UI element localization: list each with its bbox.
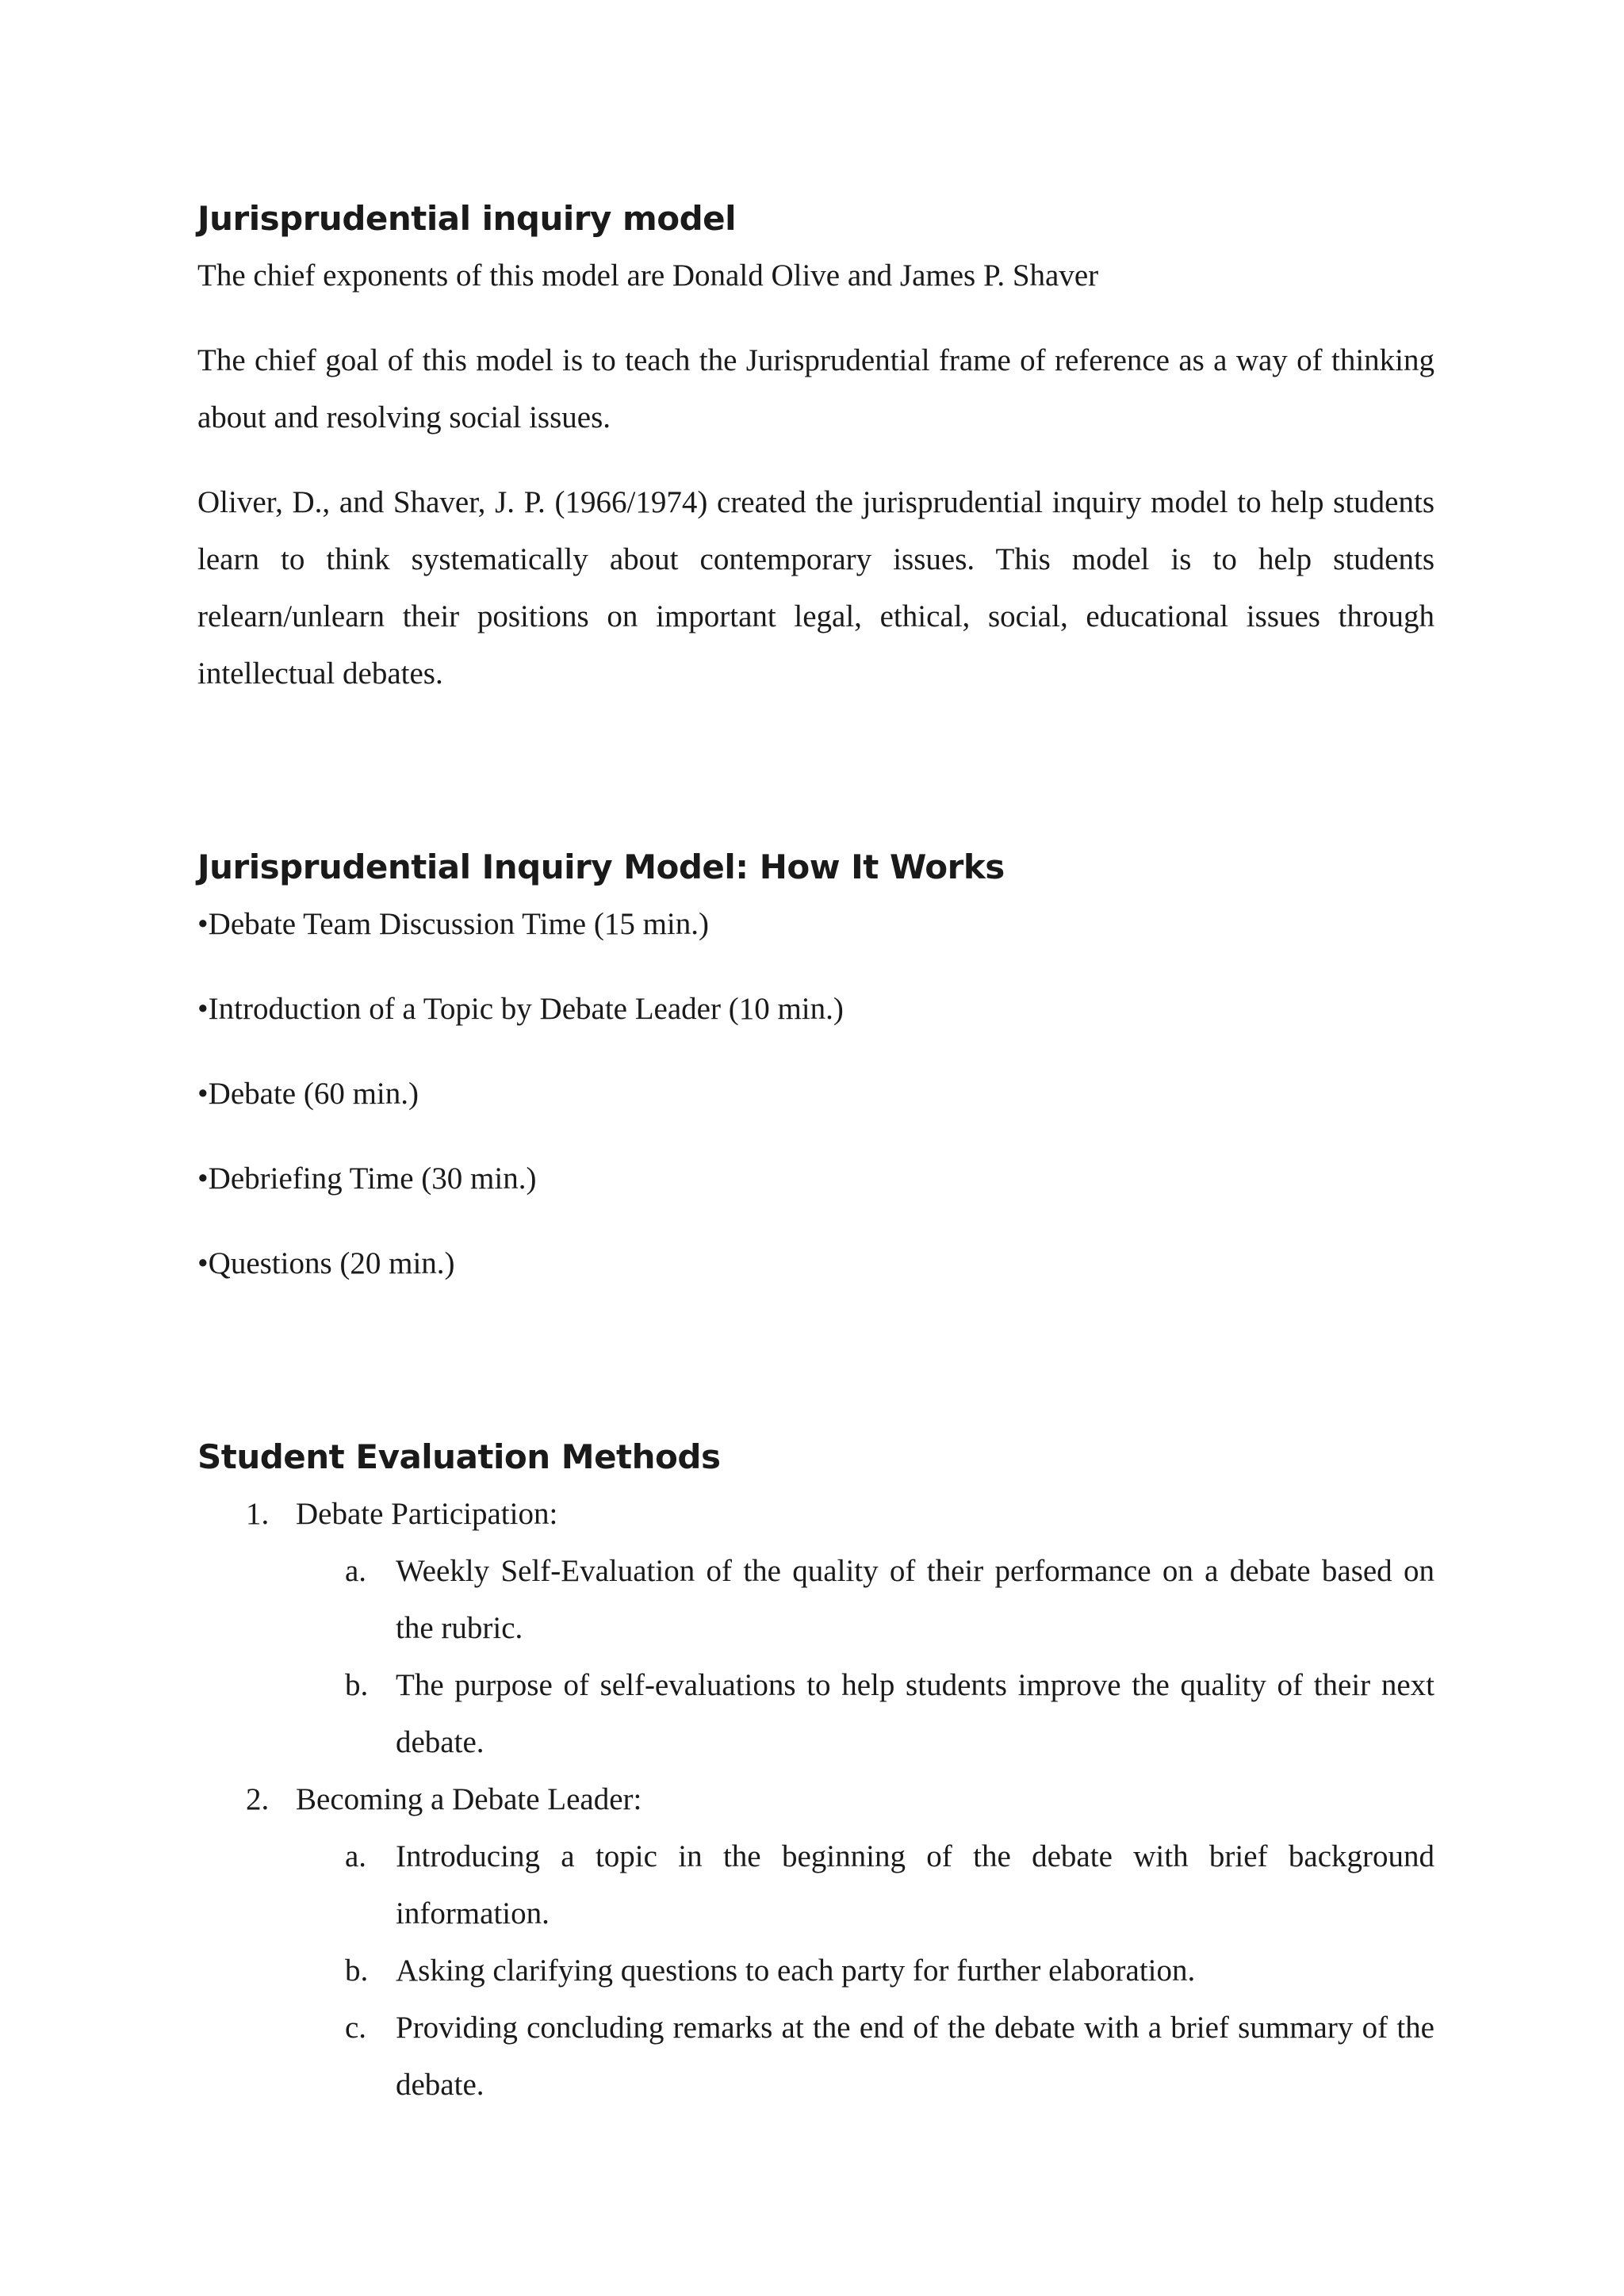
- list-marker: c.: [345, 2011, 367, 2045]
- bullet-list-schedule: [197, 896, 1434, 1292]
- sub-item: [197, 1543, 1434, 1657]
- numbered-item-debate-participation: [197, 1486, 1434, 1543]
- numbered-item-debate-leader: [197, 1771, 1434, 1828]
- list-marker: b.: [345, 1954, 369, 1988]
- sub-list-debate-leader: [197, 1828, 1434, 2114]
- sub-item: [197, 1942, 1434, 1999]
- sub-list-container: [197, 1543, 1434, 1771]
- numbered-item-label: Becoming a Debate Leader:: [296, 1782, 642, 1816]
- sub-list-container: [197, 1828, 1434, 2114]
- sub-item-text: Introducing a topic in the beginning of the debate with brief background information.: [396, 1839, 1434, 1931]
- sub-item-text: Asking clarifying questions to each party for further elaboration.: [396, 1954, 1196, 1988]
- list-marker: a.: [345, 1554, 367, 1588]
- section-heading-jurisprudential-inquiry-model: Jurisprudential inquiry model: [197, 199, 737, 238]
- bullet-item: •Introduction of a Topic by Debate Leader (10 min.): [197, 992, 844, 1026]
- section-heading-student-evaluation-methods: Student Evaluation Methods: [197, 1437, 721, 1476]
- sub-list-debate-participation: [197, 1543, 1434, 1771]
- sub-item: [197, 1657, 1434, 1771]
- paragraph-exponents: The chief exponents of this model are Donald Olive and James P. Shaver: [197, 258, 1099, 293]
- numbered-list-evaluation: [197, 1486, 1434, 2114]
- paragraph-chief-goal: The chief goal of this model is to teach the Jurisprudential frame of reference as a way of thinking about and resolving social issues.: [197, 343, 1434, 434]
- list-marker: 1.: [246, 1497, 270, 1531]
- numbered-item-label: Debate Participation:: [296, 1497, 558, 1531]
- bullet-item: •Debate (60 min.): [197, 1077, 419, 1111]
- sub-item: [197, 1828, 1434, 1942]
- paragraph-oliver-shaver: Oliver, D., and Shaver, J. P. (1966/1974) created the jurisprudential inquiry model to help students learn to think systematically about contemporary issues. This model is to help students relearn/unlearn their positions on important legal, ethical, social, educational issues through intellectual debates.: [197, 485, 1434, 691]
- list-marker: 2.: [246, 1782, 270, 1816]
- bullet-item: •Debate Team Discussion Time (15 min.): [197, 907, 709, 941]
- document-body: [197, 190, 1434, 2114]
- sub-item-text: Providing concluding remarks at the end of the debate with a brief summary of the debate.: [396, 2011, 1434, 2102]
- bullet-item: •Debriefing Time (30 min.): [197, 1161, 537, 1196]
- sub-item-text: Weekly Self-Evaluation of the quality of their performance on a debate based on the rubric.: [396, 1554, 1434, 1645]
- list-marker: a.: [345, 1839, 367, 1873]
- list-marker: b.: [345, 1668, 369, 1702]
- sub-item: [197, 1999, 1434, 2114]
- section-heading-how-it-works: Jurisprudential Inquiry Model: How It Works: [197, 848, 1005, 886]
- sub-item-text: The purpose of self-evaluations to help students improve the quality of their next debate.: [396, 1668, 1434, 1759]
- bullet-item: •Questions (20 min.): [197, 1246, 455, 1280]
